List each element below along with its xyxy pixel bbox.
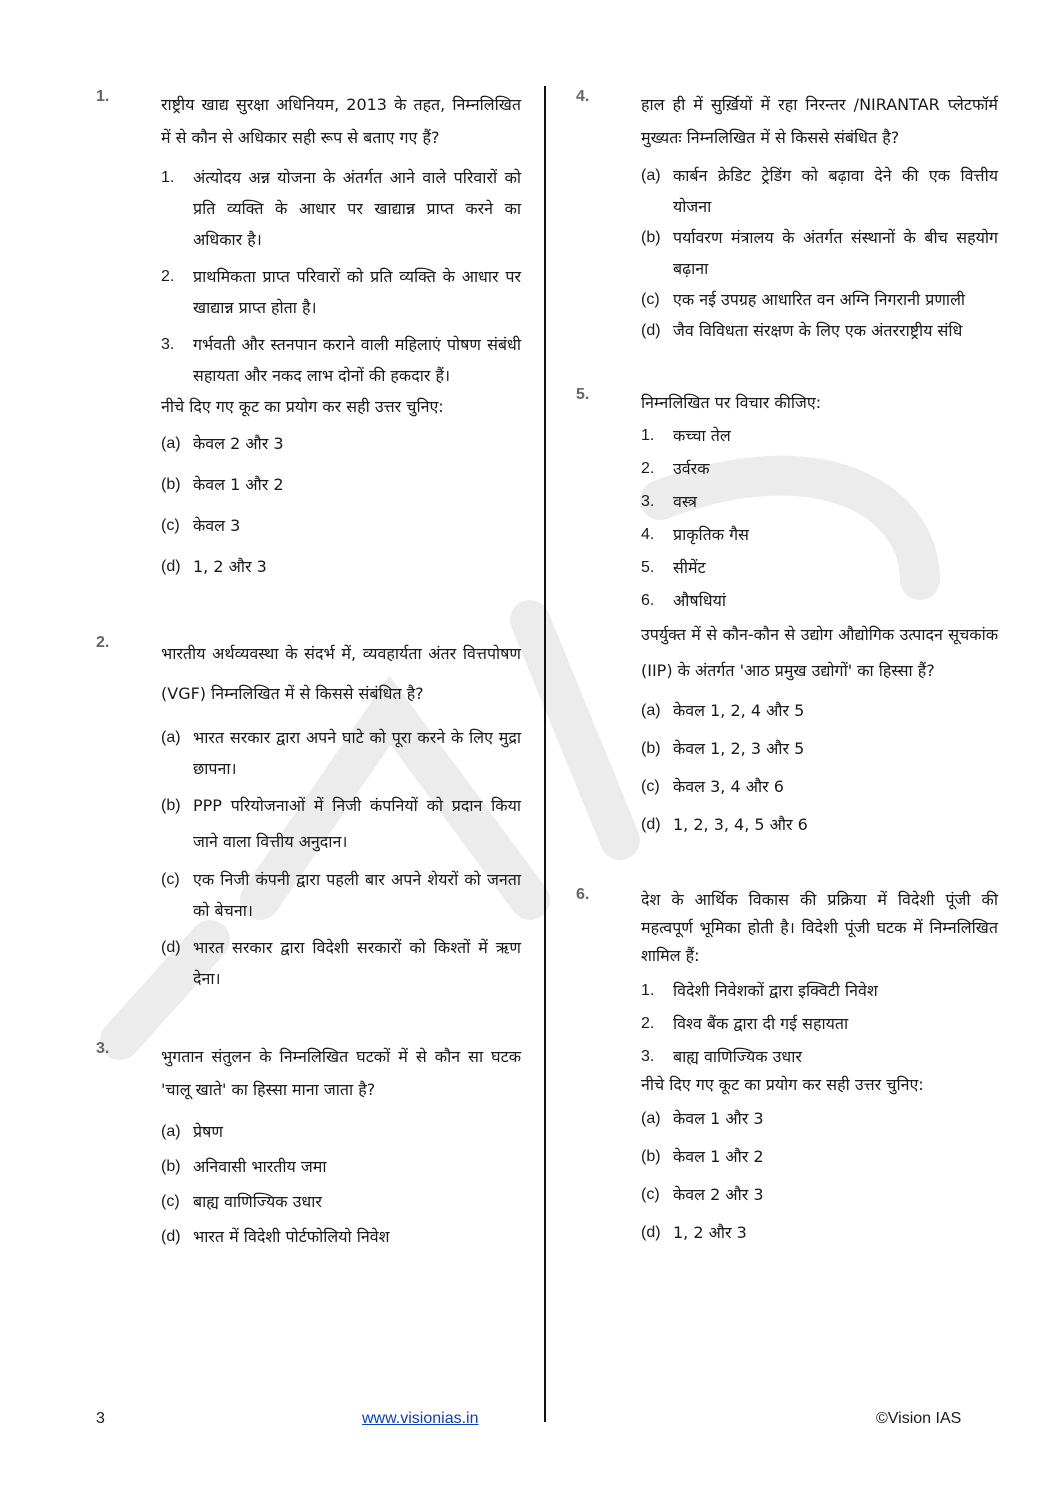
statement-item: 3. वस्त्र <box>641 492 697 511</box>
question-number: 3. <box>96 1040 110 1057</box>
statement-item: 2. उर्वरक <box>641 459 710 478</box>
option-c: (c) केवल 3, 4 और 6 <box>641 777 784 796</box>
question-number: 2. <box>96 634 110 651</box>
statement-list <box>641 974 998 1073</box>
copyright-text: ©Vision IAS <box>876 1410 962 1427</box>
question-text: भारतीय अर्थव्यवस्था के संदर्भ में, व्यवहार्यता अंतर वित्तपोषण (VGF) निम्नलिखित में से किससे संबंधित है? <box>161 644 521 703</box>
option-b: (b) पर्यावरण मंत्रालय के अंतर्गत संस्थानों के बीच सहयोग बढ़ाना <box>641 228 998 278</box>
statement-item: 1. अंत्योदय अन्न योजना के अंतर्गत आने वाले परिवारों को प्रति व्यक्ति के आधार पर खाद्यान्न प्राप्त करने का अधिकार है। <box>161 168 521 249</box>
statement-list <box>641 419 998 617</box>
option-a: (a) भारत सरकार द्वारा अपने घाटे को पूरा करने के लिए मुद्रा छापना। <box>161 728 521 778</box>
question-text: हाल ही में सुर्ख़ियों में रहा निरन्तर /NIRANTAR प्लेटफॉर्म मुख्यतः निम्नलिखित में से किससे संबंधित है? <box>641 95 998 147</box>
statement-item: 4. प्राकृतिक गैस <box>641 525 749 544</box>
option-b: (b) केवल 1, 2, 3 और 5 <box>641 739 805 758</box>
right-column <box>576 88 998 1248</box>
option-a: (a) केवल 2 और 3 <box>161 434 284 453</box>
question-number: 4. <box>576 88 590 105</box>
website-link[interactable]: www.visionias.in <box>362 1410 479 1427</box>
option-list <box>161 1116 521 1252</box>
question-text: भुगतान संतुलन के निम्नलिखित घटकों में से कौन सा घटक 'चालू खाते' का हिस्सा माना जाता है? <box>161 1047 521 1099</box>
question-4 <box>576 88 998 346</box>
question-text: राष्ट्रीय खाद्य सुरक्षा अधिनियम, 2013 के तहत, निम्नलिखित में से कौन से अधिकार सही रूप से बताए गए हैं? <box>161 95 521 147</box>
question-number: 1. <box>96 88 110 105</box>
statement-list <box>161 162 521 391</box>
option-d: (d) 1, 2 और 3 <box>161 557 267 576</box>
statement-item: 2. विश्व बैंक द्वारा दी गई सहायता <box>641 1014 849 1033</box>
option-b: (b) केवल 1 और 2 <box>641 1147 764 1166</box>
question-text: निम्नलिखित पर विचार कीजिए: <box>641 393 822 412</box>
option-b: (b) केवल 1 और 2 <box>161 475 284 494</box>
question-number: 6. <box>576 886 590 903</box>
option-a: (a) केवल 1, 2, 4 और 5 <box>641 701 805 720</box>
option-c: (c) बाह्य वाणिज्यिक उधार <box>161 1192 322 1211</box>
statement-item: 1. विदेशी निवेशकों द्वारा इक्विटी निवेश <box>641 981 878 1000</box>
option-a: (a) प्रेषण <box>161 1122 223 1141</box>
question-5 <box>576 386 998 840</box>
statement-item: 5. सीमेंट <box>641 558 706 577</box>
column-divider <box>544 86 546 1422</box>
statement-item: 6. औषधियां <box>641 591 727 610</box>
option-list <box>641 1103 998 1248</box>
option-b: (b) अनिवासी भारतीय जमा <box>161 1157 327 1176</box>
option-d: (d) भारत में विदेशी पोर्टफोलियो निवेश <box>161 1227 390 1246</box>
instruction-text: नीचे दिए गए कूट का प्रयोग कर सही उत्तर चुनिए: <box>641 1075 924 1094</box>
question-6 <box>576 886 998 1248</box>
option-a: (a) कार्बन क्रेडिट ट्रेडिंग को बढ़ावा देने की एक वित्तीय योजना <box>641 166 998 216</box>
option-c: (c) केवल 3 <box>161 516 241 535</box>
page-number: 3 <box>96 1410 105 1427</box>
option-list <box>641 695 998 840</box>
option-list <box>161 428 521 582</box>
option-d: (d) भारत सरकार द्वारा विदेशी सरकारों को किश्तों में ऋण देना। <box>161 938 521 988</box>
statement-item: 2. प्राथमिकता प्राप्त परिवारों को प्रति व्यक्ति के आधार पर खाद्यान्न प्राप्त होता है। <box>161 267 521 317</box>
option-c: (c) केवल 2 और 3 <box>641 1185 764 1204</box>
option-a: (a) केवल 1 और 3 <box>641 1109 764 1128</box>
statement-item: 3. बाह्य वाणिज्यिक उधार <box>641 1047 802 1066</box>
option-d: (d) जैव विविधता संरक्षण के लिए एक अंतरराष्ट्रीय संधि <box>641 321 963 340</box>
question-text: देश के आर्थिक विकास की प्रक्रिया में विदेशी पूंजी की महत्वपूर्ण भूमिका होती है। विदेशी पूंजी घटक में निम्नलिखित शामिल हैं: <box>641 890 998 965</box>
option-list <box>641 160 998 346</box>
question-1 <box>96 88 521 582</box>
statement-item: 1. कच्चा तेल <box>641 426 731 445</box>
website-link-wrap <box>362 1410 478 1428</box>
instruction-text: नीचे दिए गए कूट का प्रयोग कर सही उत्तर चुनिए: <box>161 397 444 416</box>
question-number: 5. <box>576 386 590 403</box>
option-c: (c) एक निजी कंपनी द्वारा पहली बार अपने शेयरों को जनता को बेचना। <box>161 870 521 920</box>
option-c: (c) एक नई उपग्रह आधारित वन अग्नि निगरानी प्रणाली <box>641 290 966 309</box>
instruction-text: उपर्युक्त में से कौन-कौन से उद्योग औद्योगिक उत्पादन सूचकांक (IIP) के अंतर्गत 'आठ प्रमुख उद्योगों' का हिस्सा हैं? <box>641 625 998 680</box>
left-column <box>96 88 521 1252</box>
statement-item: 3. गर्भवती और स्तनपान कराने वाली महिलाएं पोषण संबंधी सहायता और नकद लाभ दोनों की हकदार हैं। <box>161 335 521 385</box>
option-d: (d) 1, 2 और 3 <box>641 1223 747 1242</box>
option-b: (b) PPP परियोजनाओं में निजी कंपनियों को प्रदान किया जाने वाला वित्तीय अनुदान। <box>161 796 521 851</box>
question-2 <box>96 634 521 994</box>
option-list <box>161 722 521 994</box>
option-d: (d) 1, 2, 3, 4, 5 और 6 <box>641 815 808 834</box>
question-3 <box>96 1040 521 1252</box>
